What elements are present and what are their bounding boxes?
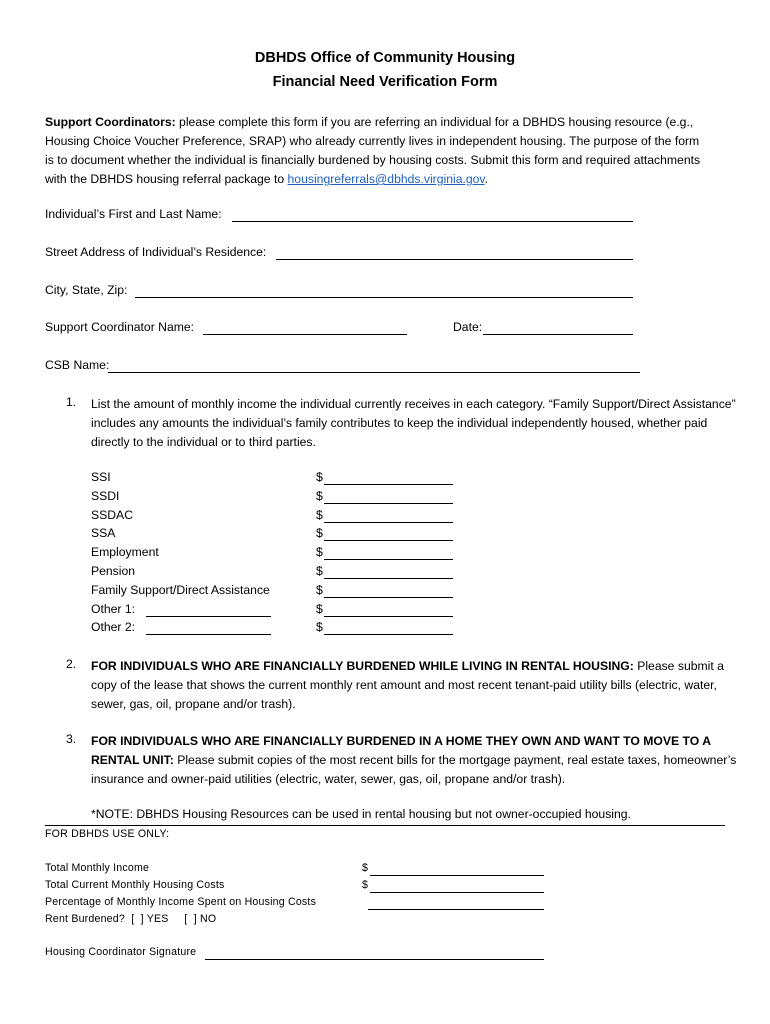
income-dollar-sign: $: [316, 507, 323, 522]
income-category-label: Pension: [91, 564, 136, 578]
income-6-amount-field[interactable]: [324, 597, 453, 598]
income-5-amount-field[interactable]: [324, 578, 453, 579]
income-dollar-sign: $: [316, 526, 323, 541]
address-label: Street Address of Individual’s Residence:: [45, 245, 267, 259]
income-dollar-sign: $: [316, 601, 323, 616]
section2-text: [91, 657, 741, 714]
income-category-label: SSA: [91, 526, 116, 541]
intro-lead: Support Coordinators:: [45, 115, 176, 129]
coordinator-label: Support Coordinator Name:: [45, 320, 195, 334]
other-income-name-field[interactable]: [146, 634, 271, 635]
income-7-amount-field[interactable]: [324, 616, 453, 617]
income-category-label: Family Support/Direct Assistance: [91, 582, 270, 597]
income-dollar-sign: $: [316, 582, 323, 597]
city-field[interactable]: [135, 297, 633, 298]
income-4-amount-field[interactable]: [324, 559, 453, 560]
total-income-field[interactable]: [370, 875, 544, 876]
income-dollar-sign: $: [316, 488, 323, 503]
section1-text: List the amount of monthly income the individual currently receives in each category. “Family Support/Direct Assistance” includes any amounts the individual’s family contributes to keep the individual independently housed, whether paid directly to the individual or to third parties.: [91, 397, 736, 449]
note-text: *NOTE: DBHDS Housing Resources can be used in rental housing but not owner-occupied housing.: [91, 807, 631, 821]
coordinator-field[interactable]: [203, 334, 407, 335]
income-category-label: SSI: [91, 470, 111, 484]
intro-text: please complete this form if you are referring an individual for a DBHDS housing resource (e.g., Housing Choice Voucher Preference, SRAP) who already currently lives in independent housing. The purpose of the form is to document whether the individual is financially burdened by housing costs. Submit this form and required attachments with the DBHDS housing referral package to: [45, 115, 701, 186]
percentage-field[interactable]: [368, 909, 544, 910]
section1-number: 1.: [66, 395, 77, 409]
form-title-line1: DBHDS Office of Community Housing: [254, 50, 516, 66]
income-category-label: SSDI: [91, 488, 120, 503]
total-income-dollar: $: [362, 862, 369, 874]
income-category-label: Other 2:: [91, 620, 136, 635]
city-label: City, State, Zip:: [45, 283, 128, 297]
address-field[interactable]: [276, 259, 633, 260]
total-costs-field[interactable]: [370, 892, 544, 893]
income-dollar-sign: $: [316, 564, 323, 578]
signature-field[interactable]: [205, 959, 544, 960]
other-income-name-field[interactable]: [146, 616, 271, 617]
section2-body: Please submit a copy of the lease that shows the current monthly rent amount and most recent tenant-paid utility bills (electric, water, sewer, gas, oil, propane and/or trash).: [91, 659, 724, 711]
csb-label: CSB Name:: [45, 358, 110, 372]
section3-body: Please submit copies of the most recent bills for the mortgage payment, real estate taxes, homeowner’s insurance and owner-paid utilities (electric, water, sewer, gas, oil, propane and/or trash).: [91, 753, 737, 786]
intro-paragraph: [45, 113, 705, 189]
csb-field[interactable]: [108, 372, 640, 373]
total-income-label: Total Monthly Income: [45, 862, 150, 874]
date-label: Date:: [453, 320, 483, 334]
income-dollar-sign: $: [316, 470, 323, 484]
income-1-amount-field[interactable]: [324, 503, 453, 504]
date-field[interactable]: [483, 334, 633, 335]
income-category-label: Other 1:: [91, 601, 136, 616]
intro-end: .: [484, 172, 489, 186]
income-category-label: Employment: [91, 545, 159, 560]
income-dollar-sign: $: [316, 545, 323, 560]
total-costs-dollar: $: [362, 879, 369, 891]
section2-number: 2.: [66, 657, 77, 671]
office-use-heading: FOR DBHDS USE ONLY:: [45, 828, 170, 840]
signature-label: Housing Coordinator Signature: [45, 946, 197, 958]
percentage-label: Percentage of Monthly Income Spent on Housing Costs: [45, 896, 317, 908]
form-title-line2: Financial Need Verification Form: [272, 74, 498, 90]
income-8-amount-field[interactable]: [324, 634, 453, 635]
income-3-amount-field[interactable]: [324, 540, 453, 541]
income-category-label: SSDAC: [91, 507, 133, 522]
income-dollar-sign: $: [316, 620, 323, 635]
name-field[interactable]: [232, 221, 633, 222]
section3-text: [91, 732, 741, 789]
income-0-amount-field[interactable]: [324, 484, 453, 485]
income-2-amount-field[interactable]: [324, 522, 453, 523]
section2-lead: FOR INDIVIDUALS WHO ARE FINANCIALLY BURDENED WHILE LIVING IN RENTAL HOUSING:: [91, 659, 634, 673]
rent-burdened-label: Rent Burdened? [ ] YES [ ] NO: [45, 913, 217, 925]
section3-lead: FOR INDIVIDUALS WHO ARE FINANCIALLY BURDENED IN A HOME THEY OWN AND WANT TO MOVE TO A RENTAL UNIT:: [91, 734, 711, 767]
email-link[interactable]: housingreferrals@dbhds.virginia.gov: [287, 172, 485, 186]
section3-number: 3.: [66, 732, 77, 746]
name-label: Individual’s First and Last Name:: [45, 207, 222, 221]
divider: [45, 825, 725, 826]
total-costs-label: Total Current Monthly Housing Costs: [45, 879, 225, 891]
